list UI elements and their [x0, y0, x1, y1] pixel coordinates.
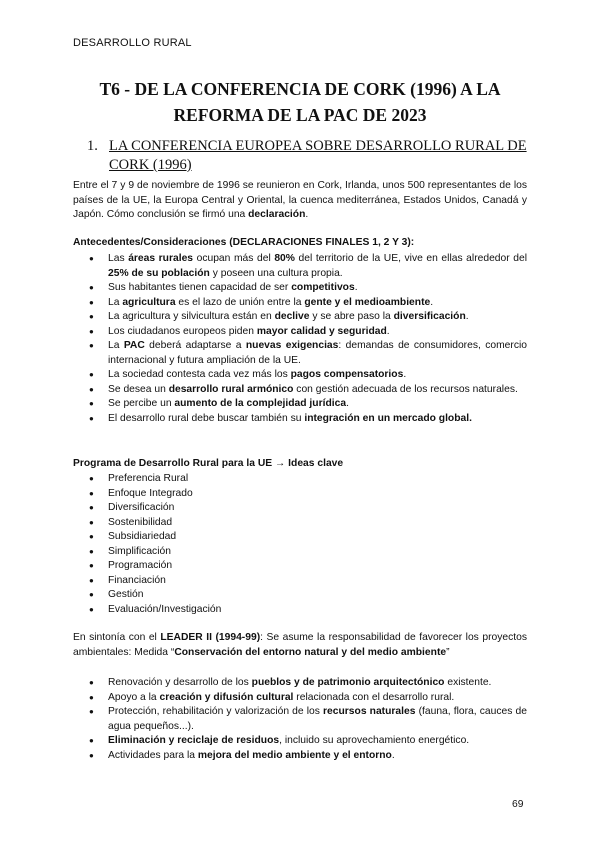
- list-item: ● Programación: [73, 559, 527, 574]
- list-item: ● Enfoque Integrado: [73, 487, 527, 502]
- list-item: ● El desarrollo rural debe buscar también su integración en un mercado global.: [73, 412, 527, 427]
- list-item: ● Sus habitantes tienen capacidad de ser competitivos.: [73, 281, 527, 296]
- section-number: 1.: [87, 138, 98, 154]
- programa-heading: Programa de Desarrollo Rural para la UE → Ideas clave: [73, 458, 344, 469]
- list-item: ● Renovación y desarrollo de los pueblos y de patrimonio arquitectónico existente.: [73, 676, 527, 691]
- list-item: ● Apoyo a la creación y difusión cultural relacionada con el desarrollo rural.: [73, 691, 527, 706]
- list-item: ● Se percibe un aumento de la complejidad jurídica.: [73, 397, 527, 412]
- list-item: ● Subsidiariedad: [73, 530, 527, 545]
- list-item: ● Sostenibilidad: [73, 516, 527, 531]
- antecedentes-list: [73, 252, 527, 426]
- list-item: ● Gestión: [73, 588, 527, 603]
- antecedentes-heading: Antecedentes/Consideraciones (DECLARACIONES FINALES 1, 2 Y 3):: [73, 237, 415, 248]
- list-item: ● Protección, rehabilitación y valorización de los recursos naturales (fauna, flora, cauces de agua pequeños...).: [73, 705, 527, 734]
- programa-list: [73, 472, 527, 617]
- list-item: ● Simplificación: [73, 545, 527, 560]
- leader-list: [73, 676, 527, 763]
- running-header: DESARROLLO RURAL: [73, 37, 192, 49]
- intro-paragraph: Entre el 7 y 9 de noviembre de 1996 se reunieron en Cork, Irlanda, unos 500 representantes de los países de la UE, la Europa Central y Oriental, la cuenca mediterránea, Estados Unidos, Canadá y Japón. Cómo conclusión se firmó una declaración.: [73, 180, 527, 220]
- list-item: ● Actividades para la mejora del medio ambiente y el entorno.: [73, 749, 527, 764]
- page-number: 69: [512, 799, 524, 810]
- list-item: ● Las áreas rurales ocupan más del 80% del territorio de la UE, vive en ellas alrededor del 25% de su población y poseen una cultura propia.: [73, 252, 527, 281]
- section-title: LA CONFERENCIA EUROPEA SOBRE DESARROLLO RURAL DE CORK (1996): [109, 138, 527, 173]
- list-item: ● La agricultura y silvicultura están en declive y se abre paso la diversificación.: [73, 310, 527, 325]
- list-item: ● Preferencia Rural: [73, 472, 527, 487]
- list-item: ● Eliminación y reciclaje de residuos, incluido su aprovechamiento energético.: [73, 734, 527, 749]
- list-item: ● Los ciudadanos europeos piden mayor calidad y seguridad.: [73, 325, 527, 340]
- document-title: T6 - DE LA CONFERENCIA DE CORK (1996) A LA REFORMA DE LA PAC DE 2023: [99, 79, 501, 125]
- list-item: ● La PAC deberá adaptarse a nuevas exigencias: demandas de consumidores, comercio internacional y futura ampliación de la UE.: [73, 339, 527, 368]
- list-item: ● Evaluación/Investigación: [73, 603, 527, 618]
- list-item: ● Se desea un desarrollo rural armónico con gestión adecuada de los recursos naturales.: [73, 383, 527, 398]
- section-heading: [73, 137, 533, 175]
- list-item: ● Financiación: [73, 574, 527, 589]
- list-item: ● Diversificación: [73, 501, 527, 516]
- list-item: ● La sociedad contesta cada vez más los pagos compensatorios.: [73, 368, 527, 383]
- leader-paragraph: En sintonía con el LEADER II (1994-99): Se asume la responsabilidad de favorecer los proyectos ambientales: Medida “Conservación del entorno natural y del medio ambiente”: [73, 632, 527, 658]
- list-item: ● La agricultura es el lazo de unión entre la gente y el medioambiente.: [73, 296, 527, 311]
